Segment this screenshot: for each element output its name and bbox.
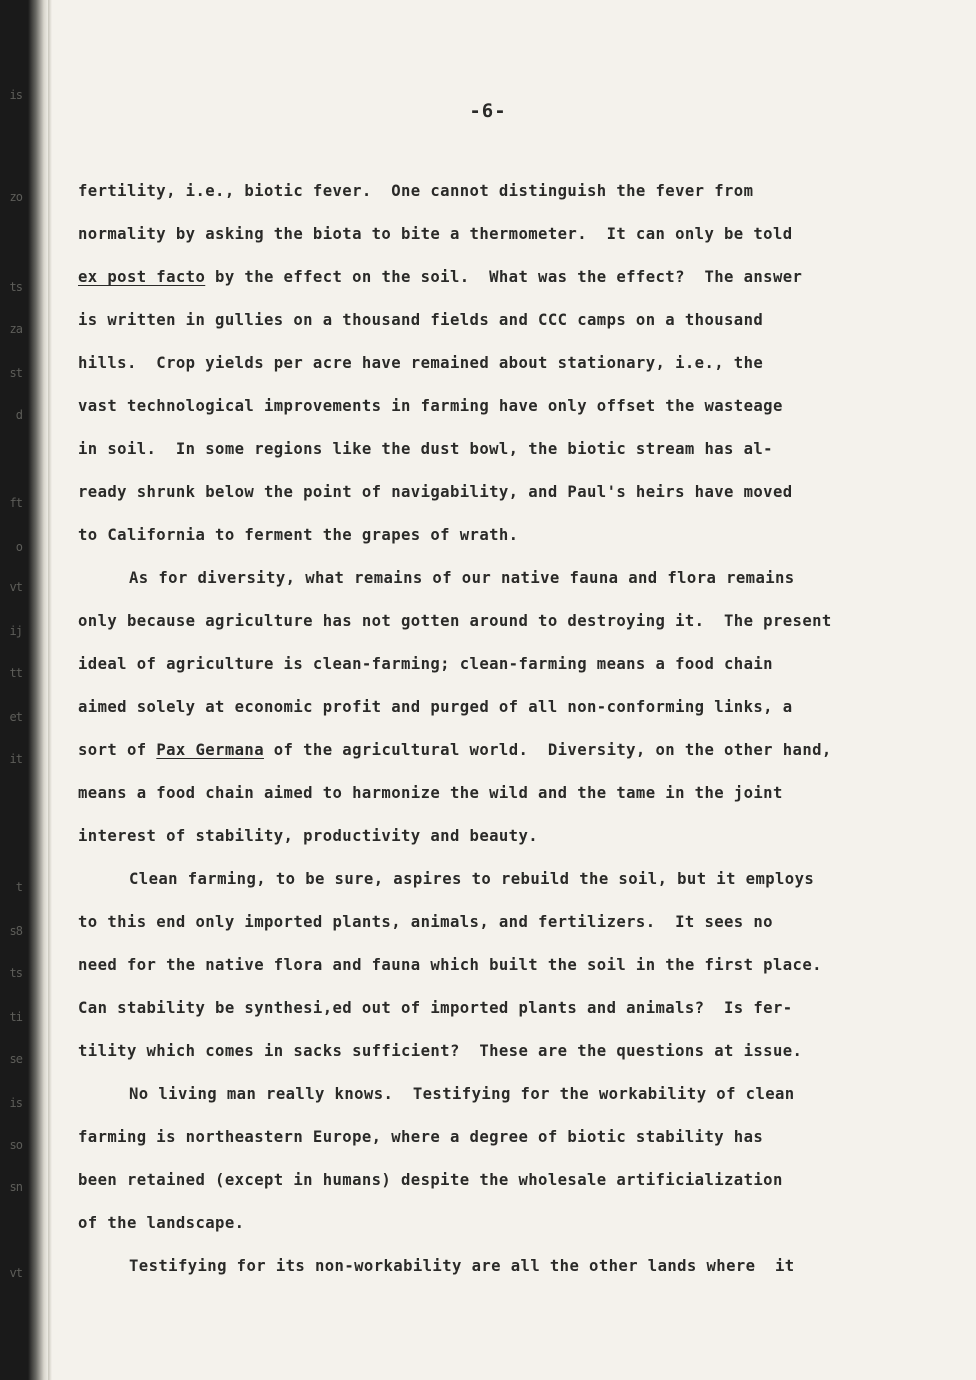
typewritten-page <box>78 100 918 1288</box>
bleed-mark: st <box>9 366 22 380</box>
bleed-mark: tt <box>9 666 22 680</box>
binding-shadow <box>48 0 52 1380</box>
paragraph-diversity <box>78 557 918 858</box>
text-line: Clean farming, to be sure, aspires to rebuild the soil, but it employs <box>129 870 815 888</box>
text-line: ready shrunk below the point of navigability, and Paul's heirs have moved <box>78 483 793 501</box>
paragraph-testifying <box>78 1245 918 1288</box>
text-line: aimed solely at economic profit and purged of all non-conforming links, a <box>78 698 793 716</box>
bleed-mark: so <box>9 1138 22 1152</box>
text-line: interest of stability, productivity and beauty. <box>78 827 539 845</box>
text-line: only because agriculture has not gotten around to destroying it. The present <box>78 612 832 630</box>
bleed-mark: o <box>15 540 22 554</box>
bleed-mark: is <box>9 1096 22 1110</box>
bleed-mark: ft <box>9 496 22 510</box>
bleed-mark: za <box>9 322 22 336</box>
bleed-mark: is <box>9 88 22 102</box>
text-line: Testifying for its non-workability are all the other lands where it <box>129 1257 795 1275</box>
bleed-mark: et <box>9 710 22 724</box>
bleed-mark: ts <box>9 280 22 294</box>
text-line: means a food chain aimed to harmonize the wild and the tame in the joint <box>78 784 783 802</box>
text-line: As for diversity, what remains of our native fauna and flora remains <box>129 569 795 587</box>
paragraph-no-living-man <box>78 1073 918 1245</box>
paragraph-fertility <box>78 170 918 557</box>
bleed-mark: t <box>15 880 22 894</box>
text-line: Can stability be synthesi,ed out of imported plants and animals? Is fer- <box>78 999 793 1017</box>
paragraph-clean-farming <box>78 858 918 1073</box>
bleed-mark: ti <box>9 1010 22 1024</box>
text-line: to California to ferment the grapes of wrath. <box>78 526 519 544</box>
text-line: been retained (except in humans) despite the wholesale artificialization <box>78 1171 783 1189</box>
text-line: of the landscape. <box>78 1214 245 1232</box>
text-line: is written in gullies on a thousand fields and CCC camps on a thousand <box>78 311 764 329</box>
bleed-mark: vt <box>9 580 22 594</box>
bleed-mark: ij <box>9 624 22 638</box>
bleed-mark: se <box>9 1052 22 1066</box>
underlined-phrase: ex post facto <box>78 268 206 286</box>
text-line: normality by asking the biota to bite a thermometer. It can only be told <box>78 225 793 243</box>
page-number: -6- <box>469 100 507 122</box>
text-line: in soil. In some regions like the dust bowl, the biotic stream has al- <box>78 440 773 458</box>
text-span: sort of <box>78 741 157 759</box>
text-line: tility which comes in sacks sufficient? These are the questions at issue. <box>78 1042 803 1060</box>
text-line: need for the native flora and fauna which built the soil in the first place. <box>78 956 822 974</box>
underlined-phrase: Pax Germana <box>156 741 264 759</box>
text-line: vast technological improvements in farming have only offset the wasteage <box>78 397 783 415</box>
text-line: ideal of agriculture is clean-farming; clean-farming means a food chain <box>78 655 773 673</box>
text-line: to this end only imported plants, animals, and fertilizers. It sees no <box>78 913 773 931</box>
text-line <box>78 729 918 772</box>
bleed-mark: vt <box>9 1266 22 1280</box>
bleed-mark: zo <box>9 190 22 204</box>
bleed-mark: it <box>9 752 22 766</box>
bleed-mark: ts <box>9 966 22 980</box>
book-binding <box>0 0 48 1380</box>
text-line: hills. Crop yields per acre have remained about stationary, i.e., the <box>78 354 764 372</box>
text-span: by the effect on the soil. What was the effect? The answer <box>205 268 803 286</box>
text-line <box>78 256 918 299</box>
bleed-mark: sn <box>9 1180 22 1194</box>
text-line: farming is northeastern Europe, where a degree of biotic stability has <box>78 1128 764 1146</box>
text-span: of the agricultural world. Diversity, on the other hand, <box>263 741 832 759</box>
text-line: fertility, i.e., biotic fever. One cannot distinguish the fever from <box>78 182 754 200</box>
bleed-mark: s8 <box>9 924 22 938</box>
text-line: No living man really knows. Testifying for the workability of clean <box>129 1085 795 1103</box>
bleed-mark: d <box>15 408 22 422</box>
